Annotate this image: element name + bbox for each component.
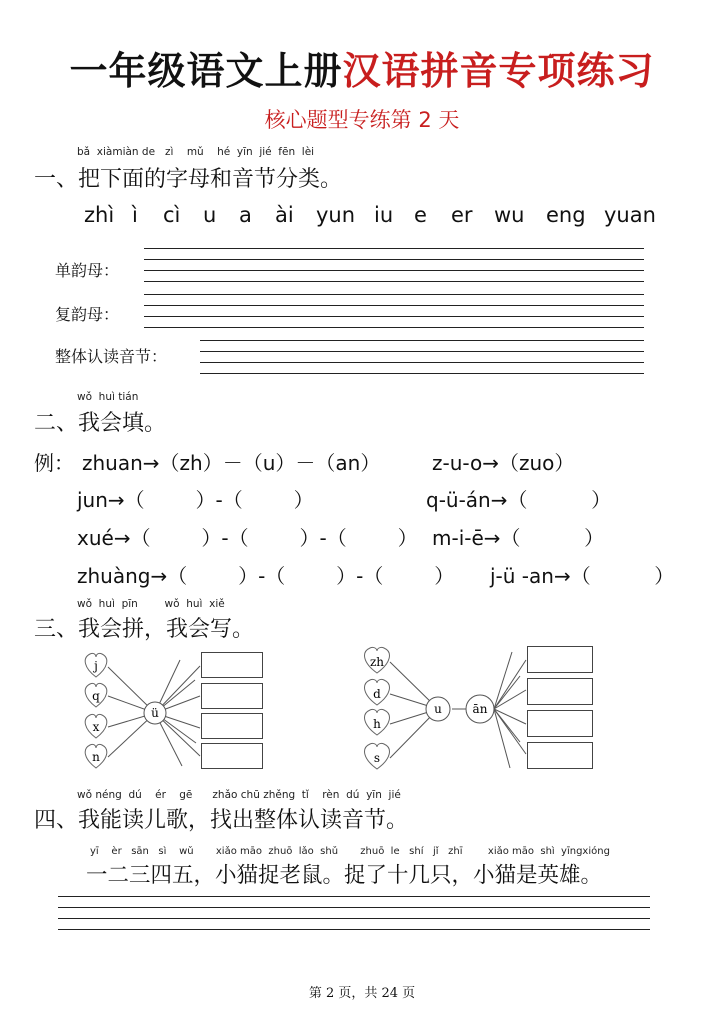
section1-pinyin: bǎ xiàmiàn de zì mǔ hé yīn jié fēn lèi bbox=[77, 146, 315, 158]
answer-box[interactable] bbox=[527, 710, 593, 737]
answer-line[interactable] bbox=[144, 316, 644, 317]
answer-line[interactable] bbox=[58, 929, 650, 930]
page-title: 一年级语文上册汉语拼音专项练习 bbox=[69, 49, 655, 93]
syllable-item: cì bbox=[163, 203, 181, 227]
section4-heading: 四、我能读儿歌，找出整体认读音节。 bbox=[34, 808, 409, 833]
poem-pinyin: yī èr sān sì wǔ xiǎo māo zhuō lǎo shǔ zhuō le shí jǐ zhī xiǎo māo shì yīngxióng bbox=[90, 846, 610, 857]
answer-box[interactable] bbox=[527, 678, 593, 705]
answer-box[interactable] bbox=[201, 683, 263, 709]
initial-letter: h bbox=[373, 717, 381, 731]
syllable-item: er bbox=[451, 203, 473, 227]
right-spokes bbox=[390, 652, 526, 768]
answer-line[interactable] bbox=[144, 259, 644, 260]
section2-heading: 二、我会填。 bbox=[34, 411, 167, 436]
initial-letter: q bbox=[92, 689, 100, 703]
answer-box[interactable] bbox=[201, 713, 263, 739]
syllable-item: iu bbox=[374, 203, 394, 227]
answer-line[interactable] bbox=[200, 340, 644, 341]
fill-row-right: z-u-o→（zuo） bbox=[432, 451, 575, 475]
section1-heading: 一、把下面的字母和音节分类。 bbox=[34, 167, 343, 192]
section2-pinyin: wǒ huì tián bbox=[77, 391, 139, 403]
syllable-item: ì bbox=[132, 203, 138, 227]
spelling-diagram bbox=[0, 640, 724, 780]
initial-letter: j bbox=[94, 659, 98, 673]
single-finals-label: 单韵母： bbox=[55, 261, 120, 280]
answer-line[interactable] bbox=[200, 351, 644, 352]
syllable-item: ài bbox=[275, 203, 294, 227]
page-number: 第 2 页，共 24 页 bbox=[308, 986, 416, 1001]
center-medial: u bbox=[434, 702, 442, 716]
fill-row-left: zhuan→（zh）－（u）－（an） bbox=[82, 451, 381, 475]
initial-letter: s bbox=[373, 751, 381, 765]
initial-letter: d bbox=[373, 687, 381, 701]
answer-line[interactable] bbox=[144, 327, 644, 328]
syllable-item: eng bbox=[546, 203, 586, 227]
answer-line[interactable] bbox=[144, 281, 644, 282]
syllable-item: wu bbox=[494, 203, 525, 227]
initial-letter: n bbox=[92, 750, 100, 764]
answer-box[interactable] bbox=[201, 652, 263, 678]
answer-box[interactable] bbox=[527, 646, 593, 673]
center-final: ān bbox=[472, 702, 488, 716]
answer-line[interactable] bbox=[144, 270, 644, 271]
answer-line[interactable] bbox=[58, 907, 650, 908]
section3-heading: 三、我会拼，我会写。 bbox=[34, 617, 255, 642]
initial-letter: x bbox=[92, 720, 100, 734]
section4-pinyin: wǒ néng dú ér gē zhǎo chū zhěng tǐ rèn dú yīn jié bbox=[77, 789, 401, 801]
center-final: ü bbox=[151, 706, 159, 720]
answer-line[interactable] bbox=[144, 294, 644, 295]
answer-line[interactable] bbox=[200, 373, 644, 374]
answer-line[interactable] bbox=[144, 248, 644, 249]
answer-line[interactable] bbox=[58, 896, 650, 897]
syllable-item: u bbox=[203, 203, 217, 227]
syllable-item: yun bbox=[316, 203, 356, 227]
initial-letter: zh bbox=[369, 655, 385, 669]
syllable-item: a bbox=[239, 203, 252, 227]
section3-pinyin: wǒ huì pīn wǒ huì xiě bbox=[77, 598, 225, 610]
fill-row-right[interactable]: m-i-ē→（ ） bbox=[432, 526, 605, 550]
fill-row-left[interactable]: xué→（ ）-（ ）-（ ） bbox=[77, 526, 418, 550]
syllable-item: yuan bbox=[604, 203, 656, 227]
syllable-item: zhì bbox=[84, 203, 115, 227]
fill-row-right[interactable]: q-ü-án→（ ） bbox=[426, 488, 612, 512]
poem-text: 一二三四五，小猫捉老鼠。捉了十几只，小猫是英雄。 bbox=[86, 863, 603, 888]
syllable-item: e bbox=[414, 203, 427, 227]
compound-finals-label: 复韵母： bbox=[55, 305, 120, 324]
answer-line[interactable] bbox=[58, 918, 650, 919]
example-label: 例： bbox=[34, 451, 74, 475]
fill-row-left[interactable]: zhuàng→（ ）-（ ）-（ ） bbox=[77, 564, 455, 588]
page-subtitle: 核心题型专练第 2 天 bbox=[264, 108, 460, 132]
answer-box[interactable] bbox=[201, 743, 263, 769]
answer-line[interactable] bbox=[144, 305, 644, 306]
answer-line[interactable] bbox=[200, 362, 644, 363]
fill-row-left[interactable]: jun→（ ）-（ ） bbox=[77, 488, 314, 512]
whole-syllables-label: 整体认读音节： bbox=[55, 347, 168, 366]
fill-row-right[interactable]: j-ü -an→（ ） bbox=[490, 564, 675, 588]
answer-box[interactable] bbox=[527, 742, 593, 769]
